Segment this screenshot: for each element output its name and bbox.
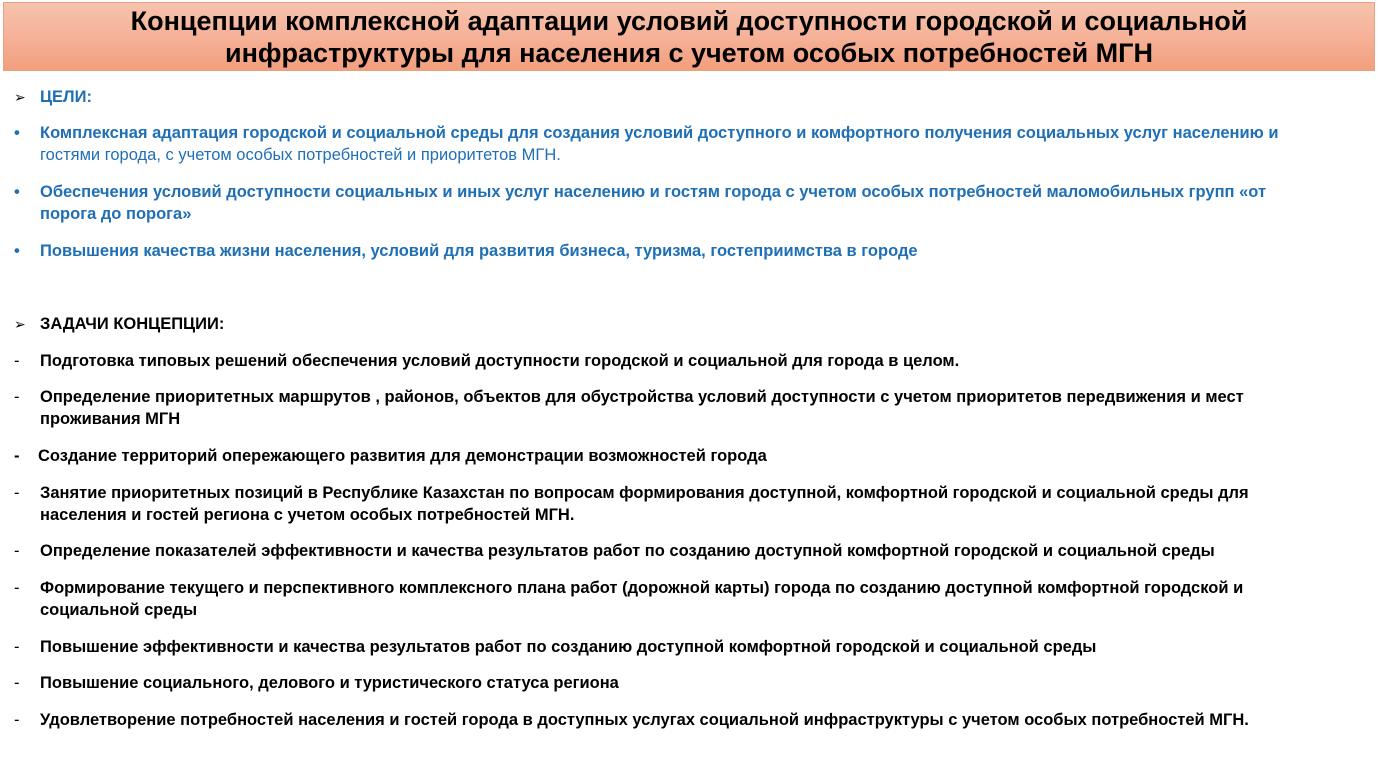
task-text [40, 577, 1370, 621]
task-text-line-2: социальной среды [40, 601, 198, 619]
task-text-line-1: Занятие приоритетных позиций в Республике Казахстан по вопросам формирования доступной, комфортной городской и социальной среды для [40, 484, 1249, 502]
title-line-1: Концепции комплексной адаптации условий доступности городской и социальной [130, 5, 1248, 36]
goals-heading: ЦЕЛИ: [40, 88, 92, 106]
title-line-2: инфраструктуры для населения с учетом особых потребностей МГН [225, 37, 1153, 68]
bullet-icon: • [14, 183, 20, 201]
task-text: Удовлетворение потребностей населения и гостей города в доступных услугах социальной инфраструктуры с учетом особых потребностей МГН. [40, 711, 1249, 729]
goal-text-normal: гостями города, с учетом особых потребностей и приоритетов МГН. [40, 146, 561, 164]
goal-text [40, 181, 1370, 225]
dash-icon: - [14, 674, 20, 692]
dash-icon: - [14, 484, 20, 502]
arrow-bullet-icon: ➢ [14, 316, 26, 332]
title-banner [3, 2, 1375, 71]
task-text: Подготовка типовых решений обеспечения условий доступности городской и социальной для города в целом. [40, 352, 960, 370]
task-text-line-1: Формирование текущего и перспективного комплексного плана работ (дорожной карты) города по созданию доступной комфортной городской и [40, 579, 1244, 597]
goal-text [40, 122, 1370, 166]
arrow-bullet-icon: ➢ [14, 89, 26, 105]
task-text: Определение показателей эффективности и качества результатов работ по созданию доступной комфортной городской и социальной среды [40, 542, 1215, 560]
task-text: Создание территорий опережающего развития для демонстрации возможностей города [38, 447, 767, 465]
dash-icon: - [14, 542, 20, 560]
tasks-heading: ЗАДАЧИ КОНЦЕПЦИИ: [40, 315, 225, 333]
slide-title [111, 5, 1268, 69]
dash-icon: - [14, 447, 20, 465]
task-text-line-2: населения и гостей региона с учетом особых потребностей МГН. [40, 506, 575, 524]
bullet-icon: • [14, 124, 20, 142]
goal-text: Повышения качества жизни населения, условий для развития бизнеса, туризма, гостеприимства в городе [40, 242, 918, 260]
task-text [40, 386, 1370, 430]
goal-text-bold: Комплексная адаптация городской и социальной среды для создания условий доступного и комфортного получения социальных услуг населению и [40, 124, 1279, 142]
dash-icon: - [14, 388, 20, 406]
task-text [40, 482, 1370, 526]
dash-icon: - [14, 579, 20, 597]
goal-text-bold: Обеспечения условий доступности социальных и иных услуг населению и гостям города с учетом особых потребностей маломобильных групп «от [40, 183, 1267, 201]
goal-text-normal: порога до порога» [40, 205, 192, 223]
dash-icon: - [14, 711, 20, 729]
dash-icon: - [14, 352, 20, 370]
task-text-line-2: проживания МГН [40, 410, 181, 428]
bullet-icon: • [14, 242, 20, 260]
dash-icon: - [14, 638, 20, 656]
task-text: Повышение эффективности и качества результатов работ по созданию доступной комфортной городской и социальной среды [40, 638, 1097, 656]
task-text-line-1: Определение приоритетных маршрутов , районов, объектов для обустройства условий доступности с учетом приоритетов передвижения и мест [40, 388, 1244, 406]
task-text: Повышение социального, делового и туристического статуса региона [40, 674, 619, 692]
